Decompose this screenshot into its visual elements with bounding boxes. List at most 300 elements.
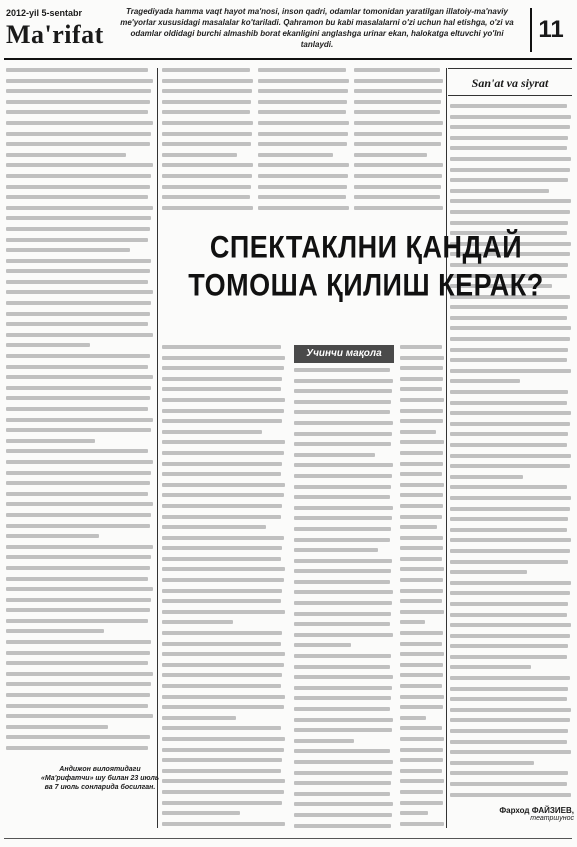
body-text-line xyxy=(400,515,442,519)
body-text-line xyxy=(6,693,150,697)
body-text-line xyxy=(294,739,354,743)
body-text-line xyxy=(258,121,349,125)
body-text-line xyxy=(294,569,391,573)
page-number: 11 xyxy=(530,8,570,52)
body-text-line xyxy=(6,524,150,528)
body-text-line xyxy=(450,687,568,691)
header-divider xyxy=(4,58,572,60)
body-text-line xyxy=(294,622,390,626)
body-text-line xyxy=(400,567,444,571)
body-text-line xyxy=(450,464,570,468)
body-text-line xyxy=(258,142,347,146)
body-text-line xyxy=(294,612,391,616)
body-text-line xyxy=(294,813,392,817)
body-text-line xyxy=(294,749,390,753)
body-text-line xyxy=(450,146,567,150)
body-text-line xyxy=(450,401,567,405)
body-text-line xyxy=(294,495,390,499)
body-text-line xyxy=(162,536,284,540)
body-text-line xyxy=(6,386,151,390)
body-text-line xyxy=(6,661,148,665)
body-text-line xyxy=(400,430,436,434)
body-text-line xyxy=(400,578,443,582)
body-text-line xyxy=(162,822,285,826)
body-text-line xyxy=(162,366,284,370)
text-column-2 xyxy=(162,68,254,224)
body-text-line xyxy=(450,528,567,532)
body-text-line xyxy=(6,365,148,369)
body-text-line xyxy=(162,620,233,624)
body-text-line xyxy=(450,570,527,574)
body-text-line xyxy=(450,178,568,182)
body-text-line xyxy=(450,644,568,648)
body-text-line xyxy=(450,475,523,479)
body-text-line xyxy=(354,185,441,189)
body-text-line xyxy=(400,557,442,561)
body-text-line xyxy=(6,587,153,591)
body-text-line xyxy=(162,779,285,783)
body-text-line xyxy=(400,366,443,370)
body-text-line xyxy=(354,121,443,125)
body-text-line xyxy=(400,631,443,635)
body-text-line xyxy=(354,68,440,72)
body-text-line xyxy=(258,195,346,199)
body-text-line xyxy=(400,345,442,349)
body-text-line xyxy=(294,368,390,372)
body-text-line xyxy=(400,758,443,762)
body-text-line xyxy=(400,610,444,614)
body-text-line xyxy=(294,548,378,552)
body-text-line xyxy=(400,801,443,805)
body-text-line xyxy=(450,697,567,701)
body-text-line xyxy=(400,779,444,783)
body-text-line xyxy=(258,163,349,167)
body-text-line xyxy=(6,163,153,167)
body-text-line xyxy=(258,68,346,72)
body-text-line xyxy=(162,206,253,210)
body-text-line xyxy=(294,516,392,520)
body-text-line xyxy=(162,515,281,519)
body-text-line xyxy=(6,396,150,400)
body-text-line xyxy=(6,185,150,189)
body-text-line xyxy=(258,206,349,210)
body-text-line xyxy=(6,68,148,72)
body-text-line xyxy=(354,79,443,83)
body-text-line xyxy=(6,354,150,358)
body-text-line xyxy=(6,312,150,316)
body-text-line xyxy=(294,771,392,775)
body-text-line xyxy=(162,589,282,593)
body-text-line xyxy=(400,589,443,593)
body-text-line xyxy=(294,601,392,605)
body-text-line xyxy=(162,673,282,677)
body-text-line xyxy=(162,557,281,561)
body-text-line xyxy=(450,115,571,119)
body-text-line xyxy=(162,631,282,635)
body-text-line xyxy=(450,496,571,500)
body-text-line xyxy=(354,142,441,146)
body-text-line xyxy=(354,174,442,178)
body-text-line xyxy=(294,580,390,584)
text-column-1 xyxy=(6,68,154,758)
body-text-line xyxy=(162,79,253,83)
body-text-line xyxy=(162,68,250,72)
body-text-line xyxy=(294,442,391,446)
body-text-line xyxy=(6,619,148,623)
body-text-line xyxy=(400,716,426,720)
body-text-line xyxy=(6,301,151,305)
body-text-line xyxy=(450,411,571,415)
body-text-line xyxy=(450,517,568,521)
section-tag xyxy=(448,68,572,96)
body-text-line xyxy=(450,358,567,362)
body-text-line xyxy=(162,451,284,455)
body-text-line xyxy=(354,132,442,136)
body-text-line xyxy=(294,633,393,637)
body-text-line xyxy=(162,132,252,136)
body-text-line xyxy=(6,439,95,443)
body-text-line xyxy=(6,672,153,676)
body-text-line xyxy=(6,735,150,739)
body-text-line xyxy=(450,507,570,511)
headline-line-2: ТОМОША ҚИЛИШ КЕРАК? xyxy=(188,267,544,303)
body-text-line xyxy=(258,174,348,178)
body-text-line xyxy=(400,790,443,794)
body-text-line xyxy=(6,566,150,570)
body-text-line xyxy=(258,100,347,104)
body-text-line xyxy=(162,567,285,571)
body-text-line xyxy=(450,771,568,775)
body-text-line xyxy=(162,705,284,709)
article-headline xyxy=(160,228,572,340)
body-text-line xyxy=(162,174,252,178)
header-tagline: Tragediyada hamma vaqt hayot ma'nosi, inson qadri, odamlar tomonidan yaratilgan illatoiy-ma'naviy me'yorlar xususidagi masalalar ko'tariladi. Qahramon bu kabi masalalarni o'zi uchun hal etishga, o'zi va odamlar oldidagi burchi almashib borat ekanligini anglashga urinar ekan, halokatga eltuvchi yo'lni tanlaydi. xyxy=(120,7,514,49)
footer-divider xyxy=(4,838,572,839)
body-text-line xyxy=(6,418,153,422)
body-text-line xyxy=(400,536,443,540)
body-text-line xyxy=(294,527,391,531)
body-text-line xyxy=(162,737,285,741)
body-text-line xyxy=(294,802,393,806)
headline-line-1: СПЕКТАКЛНИ ҚАНДАЙ xyxy=(209,229,523,265)
body-text-line xyxy=(162,663,284,667)
body-text-line xyxy=(294,410,390,414)
body-text-line xyxy=(450,591,570,595)
body-text-line xyxy=(450,613,567,617)
body-text-line xyxy=(162,769,281,773)
body-text-line xyxy=(450,782,567,786)
body-text-line xyxy=(294,728,392,732)
body-text-line xyxy=(6,555,151,559)
body-text-line xyxy=(400,620,425,624)
body-text-line xyxy=(294,463,393,467)
body-text-line xyxy=(450,210,570,214)
body-text-line xyxy=(6,206,153,210)
body-text-line xyxy=(162,163,253,167)
body-text-line xyxy=(450,538,571,542)
body-text-line xyxy=(400,546,443,550)
body-text-line xyxy=(400,748,443,752)
body-text-line xyxy=(400,504,443,508)
issue-date: 2012-yil 5-sentabr xyxy=(6,8,83,18)
body-text-line xyxy=(450,199,571,203)
body-text-line xyxy=(450,665,531,669)
body-text-line xyxy=(450,623,571,627)
body-text-line xyxy=(400,493,443,497)
body-text-line xyxy=(162,409,284,413)
body-text-line xyxy=(162,716,236,720)
body-text-line xyxy=(6,153,126,157)
body-text-line xyxy=(162,578,284,582)
body-text-line xyxy=(6,428,151,432)
body-text-line xyxy=(6,704,148,708)
body-text-line xyxy=(450,708,571,712)
body-text-line xyxy=(6,290,153,294)
text-column-4 xyxy=(354,68,444,224)
body-text-line xyxy=(162,345,281,349)
body-text-line xyxy=(450,560,568,564)
body-text-line xyxy=(162,100,251,104)
body-text-line xyxy=(450,793,571,797)
body-text-line xyxy=(162,142,251,146)
body-text-line xyxy=(294,643,351,647)
body-text-line xyxy=(6,269,150,273)
body-text-line xyxy=(400,451,443,455)
body-text-line xyxy=(450,729,568,733)
body-text-line xyxy=(6,651,150,655)
author-signature xyxy=(478,806,574,832)
text-column-7 xyxy=(294,368,394,835)
body-text-line xyxy=(450,443,567,447)
body-text-line xyxy=(400,419,443,423)
body-text-line xyxy=(400,822,444,826)
body-text-line xyxy=(354,163,443,167)
text-column-8 xyxy=(400,345,444,835)
body-text-line xyxy=(450,761,534,765)
body-text-line xyxy=(6,280,148,284)
body-text-line xyxy=(450,157,571,161)
body-text-line xyxy=(450,750,571,754)
body-text-line xyxy=(450,136,568,140)
body-text-line xyxy=(162,695,285,699)
body-text-line xyxy=(294,453,375,457)
body-text-line xyxy=(6,577,148,581)
body-text-line xyxy=(6,449,148,453)
body-text-line xyxy=(6,121,153,125)
body-text-line xyxy=(6,248,130,252)
body-text-line xyxy=(450,189,549,193)
body-text-line xyxy=(400,652,444,656)
body-text-line xyxy=(162,599,281,603)
body-text-line xyxy=(162,440,285,444)
body-text-line xyxy=(400,684,442,688)
body-text-line xyxy=(6,502,153,506)
body-text-line xyxy=(294,792,390,796)
body-text-line xyxy=(6,259,151,263)
body-text-line xyxy=(162,801,282,805)
body-text-line xyxy=(400,483,444,487)
body-text-line xyxy=(294,665,390,669)
body-text-line xyxy=(258,185,347,189)
body-text-line xyxy=(450,104,567,108)
body-text-line xyxy=(294,781,391,785)
body-text-line xyxy=(258,110,346,114)
body-text-line xyxy=(294,696,391,700)
body-text-line xyxy=(162,504,282,508)
body-text-line xyxy=(6,629,104,633)
body-text-line xyxy=(450,655,567,659)
body-text-line xyxy=(162,462,282,466)
body-text-line xyxy=(400,811,428,815)
body-text-line xyxy=(6,640,151,644)
section-tag-label: San'at va siyrat xyxy=(471,76,549,90)
body-text-line xyxy=(6,481,150,485)
body-text-line xyxy=(162,472,281,476)
body-text-line xyxy=(162,153,237,157)
body-text-line xyxy=(400,440,444,444)
page-header xyxy=(0,0,577,62)
body-text-line xyxy=(450,549,570,553)
body-text-line xyxy=(354,89,442,93)
body-text-line xyxy=(6,714,153,718)
body-text-line xyxy=(294,559,392,563)
body-text-line xyxy=(6,460,153,464)
body-text-line xyxy=(294,485,391,489)
body-text-line xyxy=(258,89,348,93)
body-text-line xyxy=(6,132,151,136)
body-text-line xyxy=(6,142,150,146)
body-text-line xyxy=(162,726,281,730)
body-text-line xyxy=(258,79,349,83)
body-text-line xyxy=(6,492,148,496)
body-text-line xyxy=(162,790,284,794)
body-text-line xyxy=(450,125,570,129)
body-text-line xyxy=(6,89,151,93)
body-text-line xyxy=(162,748,284,752)
body-text-line xyxy=(294,590,393,594)
column-divider xyxy=(157,68,158,828)
body-text-line xyxy=(400,663,443,667)
body-text-line xyxy=(6,407,148,411)
body-text-line xyxy=(6,174,151,178)
body-text-line xyxy=(294,432,392,436)
body-text-line xyxy=(6,227,150,231)
body-text-line xyxy=(294,654,391,658)
body-text-line xyxy=(400,695,444,699)
body-text-line xyxy=(450,390,568,394)
body-text-line xyxy=(294,824,391,828)
body-text-line xyxy=(162,387,281,391)
body-text-line xyxy=(400,673,443,677)
body-text-line xyxy=(294,421,393,425)
body-text-line xyxy=(294,506,393,510)
text-column-6 xyxy=(162,345,286,835)
body-text-line xyxy=(450,221,568,225)
body-text-line xyxy=(162,419,282,423)
body-text-line xyxy=(400,599,442,603)
body-text-line xyxy=(400,642,442,646)
body-text-line xyxy=(6,322,148,326)
body-text-line xyxy=(6,746,148,750)
body-text-line xyxy=(450,422,570,426)
column-divider xyxy=(446,68,447,828)
body-text-line xyxy=(6,682,151,686)
body-text-line xyxy=(450,432,568,436)
body-text-line xyxy=(6,195,148,199)
body-text-line xyxy=(450,348,568,352)
body-text-line xyxy=(450,634,570,638)
body-text-line xyxy=(6,725,108,729)
article-rubric: Учинчи мақола xyxy=(294,345,394,363)
body-text-line xyxy=(6,333,153,337)
body-text-line xyxy=(294,675,393,679)
body-text-line xyxy=(400,472,442,476)
body-text-line xyxy=(162,610,285,614)
body-text-line xyxy=(162,493,284,497)
body-text-line xyxy=(450,379,520,383)
body-text-line xyxy=(162,89,252,93)
body-text-line xyxy=(450,168,570,172)
body-text-line xyxy=(450,454,571,458)
body-text-line xyxy=(294,760,393,764)
body-text-line xyxy=(400,356,444,360)
body-text-line xyxy=(294,686,392,690)
body-text-line xyxy=(400,726,442,730)
body-text-line xyxy=(162,110,250,114)
author-name: Фарход ФАЙЗИЕВ, xyxy=(499,806,574,815)
body-text-line xyxy=(6,110,148,114)
body-text-line xyxy=(162,195,250,199)
body-text-line xyxy=(450,740,567,744)
body-text-line xyxy=(162,652,285,656)
body-text-line xyxy=(400,409,443,413)
body-text-line xyxy=(354,100,441,104)
body-text-line xyxy=(400,705,443,709)
body-text-line xyxy=(354,110,440,114)
body-text-line xyxy=(354,153,427,157)
body-text-line xyxy=(6,513,151,517)
body-text-line xyxy=(162,398,285,402)
body-text-line xyxy=(162,356,285,360)
body-text-line xyxy=(6,216,151,220)
author-role: театршунос xyxy=(530,815,574,822)
body-text-line xyxy=(6,100,150,104)
body-text-line xyxy=(354,195,440,199)
body-text-line xyxy=(450,581,571,585)
body-text-line xyxy=(450,718,570,722)
body-text-line xyxy=(162,377,282,381)
body-text-line xyxy=(400,387,442,391)
body-text-line xyxy=(162,483,285,487)
text-column-3 xyxy=(258,68,350,224)
body-text-line xyxy=(294,389,392,393)
body-text-line xyxy=(400,525,437,529)
body-text-line xyxy=(6,534,99,538)
body-text-line xyxy=(450,602,568,606)
body-text-line xyxy=(450,676,570,680)
body-text-line xyxy=(162,546,282,550)
newspaper-logo: Ma'rifat xyxy=(6,20,104,49)
body-text-line xyxy=(400,737,444,741)
body-text-line xyxy=(294,538,390,542)
body-text-line xyxy=(294,707,390,711)
body-text-line xyxy=(294,400,391,404)
body-text-line xyxy=(258,153,333,157)
body-text-line xyxy=(400,462,443,466)
body-text-line xyxy=(400,398,444,402)
body-text-line xyxy=(162,811,240,815)
text-column-5 xyxy=(450,104,572,804)
